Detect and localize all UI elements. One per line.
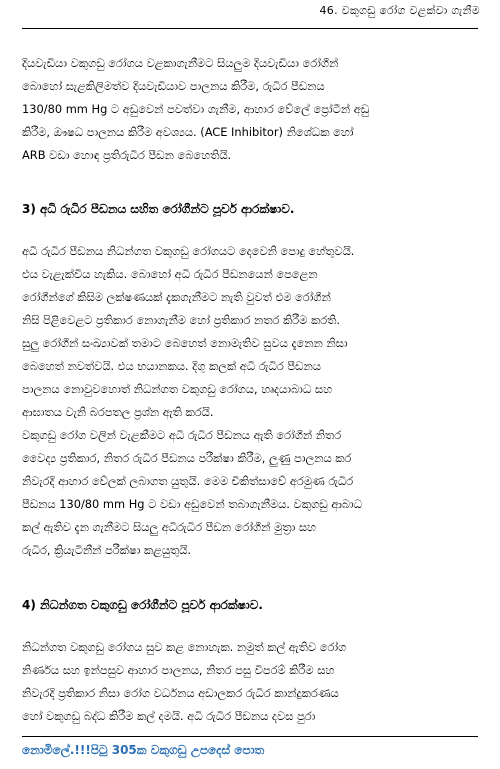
text-line: සුලු රෝගීන් සංඛ්‍යාවක් තමාට බෙහෙත් නොමැතිව සුවය දැනෙන නිසා — [22, 336, 348, 350]
text-line: කල් ඇතිව දැන ගැනීමට සියලු අධිරුධිර පීඩන රෝගීන් මුත්‍රා සහ — [22, 520, 317, 534]
running-header: 46. වකුගඩු රෝග වළක්වා ගැනීම — [319, 4, 480, 17]
text-line: කිරීම, ඖෂධ පාලනය කිරීම අවශ්‍යය. (ACE Inhibitor) නිශේධක හෝ — [22, 125, 354, 139]
text-line: වකුගඩු රෝග වලින් වැළකීමට අධි රුධිර පීඩනය ඇති රෝගීන් නිතර — [22, 428, 342, 442]
text-line: ARB වඩා හොඳ ප්‍රතිරුධිර පීඩන බෙහෙතියි. — [22, 148, 232, 162]
footer-divider — [22, 736, 478, 737]
text-line: එය වැළැක්විය හැකිය. බොහෝ අධි රුධිර පීඩනයෙන් පෙළෙන — [22, 267, 318, 281]
text-line: පීඩනය 130/80 mm Hg ට වඩා අඩුවෙන් තබාගැනීමය. වකුගඩු ආබාධ — [22, 497, 363, 511]
text-line: අධි රුධිර පීඩනය නිධන්ගත වකුගඩු රෝගයට දෙවෙනි පොදු හේතුවයි. — [22, 244, 355, 258]
text-line: නිසි පිළිවෙළට ප්‍රතිකාර නොගැනීම හෝ ප්‍රතිකාර නතර කිරීම කරති. — [22, 313, 340, 327]
footer-note: නොමිලේ.!!!පිටු 305ක වකුගඩු උපදෙස් පොත — [22, 743, 265, 757]
text-line: රෝගීන්ගේ කිසිම ලක්ෂණයක් දැකගැනීමට නැති වුවත් එම රෝගීන් — [22, 290, 331, 304]
text-line: නිවැරදි ප්‍රතිකාර නිසා රෝග වර්ධනය අඩාලකර රුධිර කාන්දුකරණය — [22, 686, 339, 700]
text-line: පාලනය නොවුවහොත් නිධන්ගත වකුගඩු රෝගය, හෘදයාබාධ සහ — [22, 382, 333, 396]
section-3-paragraph-1 — [22, 240, 478, 424]
text-line: හෝ වකුගඩු බද්ධ කිරීම කල් දමයි. අධි රුධිර පීඩනය දවස පුරා — [22, 709, 316, 723]
text-line: බෙහෙත් නවත්වයි. එය භයානකය. දිගු කලක් අධි රුධිර පීඩනය — [22, 359, 321, 373]
text-line: රුධිර, ක්‍රියැටිනීන් පරීක්ෂා කළයුතුයි. — [22, 543, 192, 557]
text-line: නිධන්ගත වකුගඩු රෝගය සුව කළ නොහැක. නමුත් කල් ඇතිව රෝග — [22, 640, 347, 654]
section-4-paragraph — [22, 636, 478, 728]
text-line: ආඝාතය වැනි බරපතල ප්‍රශ්න ඇති කරයි. — [22, 405, 214, 419]
text-line: නිර්ණය සහ ඉන්පසුව ආහාර පාලනය, නිතර පසු විපරම් කිරීම සහ — [22, 663, 335, 677]
text-line: වෛද්‍ය ප්‍රතිකාර, නිතර රුධිර පීඩනය පරීක්ෂා කිරීම, ලුණු පාලනය කර — [22, 451, 352, 465]
header-divider — [22, 28, 478, 29]
section-heading-3: 3) අධි රුධිර පීඩනය සහිත රෝගීන්ට පූර්ව ආරක්ෂාව. — [22, 202, 295, 216]
section-heading-4: 4) නිධන්ගත වකුගඩු රෝගීන්ට පූර්ව ආරක්ෂාව. — [22, 598, 263, 612]
text-line: දියවැඩියා වකුගඩු රෝගය වළකාගැනීමට සියලුම දියවැඩියා රෝගීන් — [22, 56, 339, 70]
section-3-paragraph-2 — [22, 424, 478, 562]
text-line: නිවැරදි ආහාර වේලක් ලබාගත යුතුයි. මෙම චිකිත්සාවේ අරමුණ රුධිර — [22, 474, 354, 488]
text-line: 130/80 mm Hg ට අඩුවෙන් පවත්වා ගැනීම, ආහාර වේලේ ප්‍රෝටීන් අඩු — [22, 102, 370, 116]
text-line: බොහෝ සැළකිලිමත්ව දියවැඩියාව පාලනය කිරීම, රුධිර පීඩනය — [22, 79, 325, 93]
intro-paragraph — [22, 52, 478, 167]
